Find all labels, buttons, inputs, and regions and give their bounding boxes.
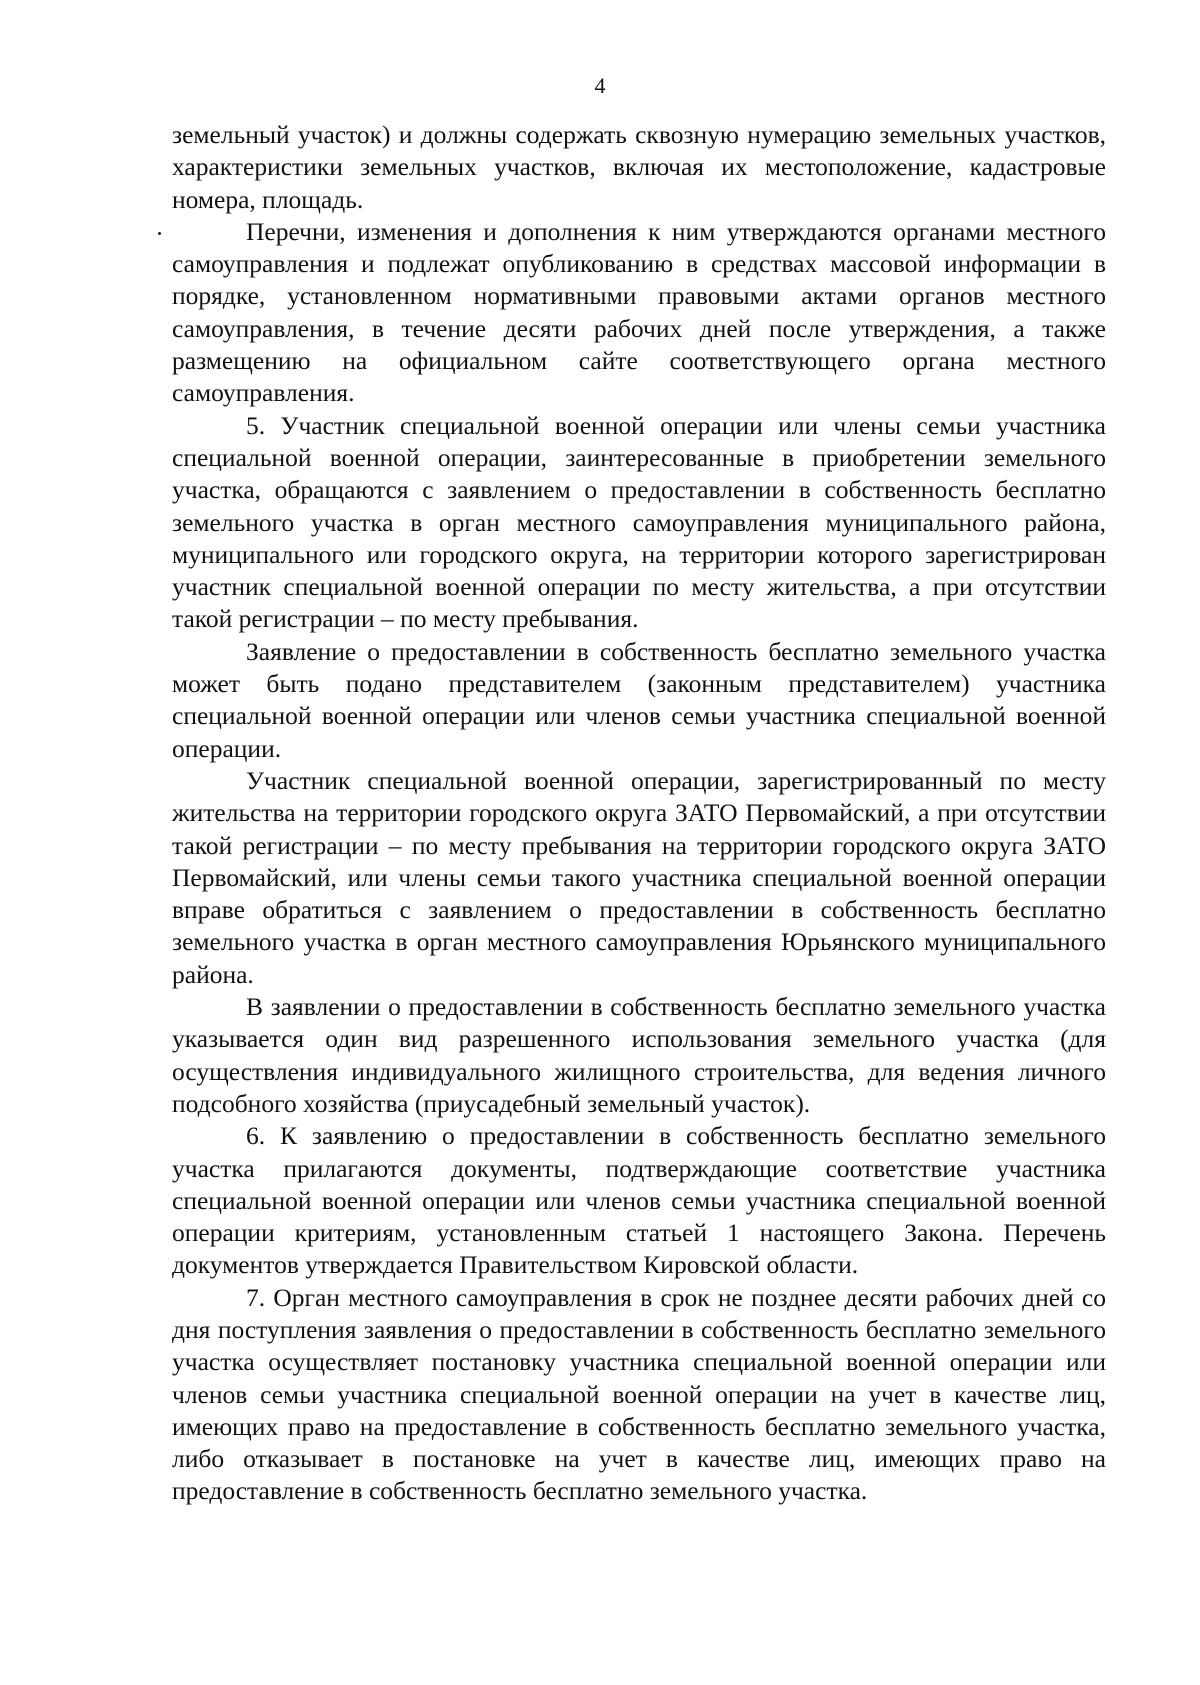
paragraph-continuation: земельный участок) и должны содержать сквозную нумерацию земельных участков, характеристики земельных участков, включая их местоположение, кадастровые номера, площадь.: [172, 120, 1106, 214]
paragraph-lists-approval: Перечни, изменения и дополнения к ним утверждаются органами местного самоуправления и подлежат опубликованию в средствах массовой информации в порядке, установленном нормативными правовыми актами органов местного самоуправления, в течение десяти рабочих дней после утверждения, а также размещению на официальном сайте соответствующего органа местного самоуправления.: [172, 216, 1106, 408]
paragraph-representative: Заявление о предоставлении в собственность бесплатно земельного участка может быть подано представителем (законным представителем) участника специальной военной операции или членов семьи участника специальной военной операции.: [172, 636, 1106, 763]
paragraph-item-7: 7. Орган местного самоуправления в срок не позднее десяти рабочих дней со дня поступления заявления о предоставлении в собственность бесплатно земельного участка осуществляет постановку участника специальной военной операции или членов семьи участника специальной военной операции на учет в качестве лиц, имеющих право на предоставление в собственность бесплатно земельного участка, либо отказывает в постановке на учет в качестве лиц, имеющих право на предоставление в собственность бесплатно земельного участка.: [172, 1282, 1106, 1506]
paragraph-zato-pervomaysky: Участник специальной военной операции, зарегистрированный по месту жительства на территории городского округа ЗАТО Первомайский, а при отсутствии такой регистрации – по месту пребывания на территории городского округа ЗАТО Первомайский, или члены семьи такого участника специальной военной операции вправе обратиться с заявлением о предоставлении в собственность бесплатно земельного участка в орган местного самоуправления Юрьянского муниципального района.: [172, 765, 1106, 989]
page-number: 4: [594, 73, 606, 98]
document-body: [172, 119, 1106, 1508]
paragraph-item-5: 5. Участник специальной военной операции или члены семьи участника специальной военной операции, заинтересованные в приобретении земельного участка, обращаются с заявлением о предоставлении в собственность бесплатно земельного участка в орган местного самоуправления муниципального района, муниципального или городского округа, на территории которого зарегистрирован участник специальной военной операции по месту жительства, а при отсутствии такой регистрации – по месту пребывания.: [172, 410, 1106, 634]
paragraph-item-6: 6. К заявлению о предоставлении в собственность бесплатно земельного участка прилагаются документы, подтверждающие соответствие участника специальной военной операции или членов семьи участника специальной военной операции критериям, установленным статьей 1 настоящего Закона. Перечень документов утверждается Правительством Кировской области.: [172, 1121, 1106, 1280]
scan-speck: [158, 232, 161, 235]
paragraph-permitted-use: В заявлении о предоставлении в собственность бесплатно земельного участка указывается один вид разрешенного использования земельного участка (для осуществления индивидуального жилищного строительства, для ведения личного подсобного хозяйства (приусадебный земельный участок).: [172, 992, 1106, 1118]
